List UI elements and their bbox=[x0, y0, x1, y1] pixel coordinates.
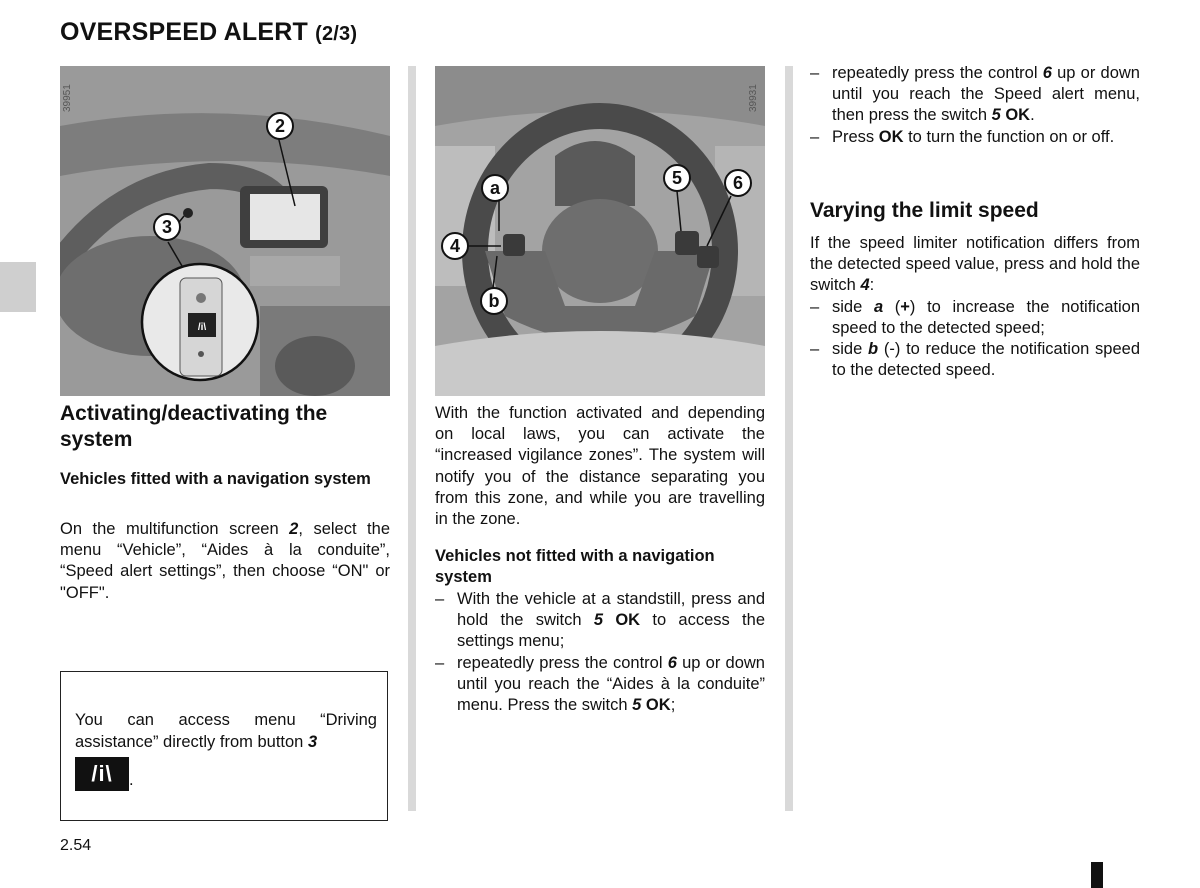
callout-5 bbox=[664, 165, 690, 191]
paragraph: On the multifunction screen 2, select the menu “Vehicle”, “Aides à la conduite”, “Speed alert settings”, then choose “ON" or "OFF". bbox=[60, 520, 390, 602]
column-divider bbox=[785, 66, 793, 811]
section-heading: Activating/deactivating the system bbox=[60, 402, 328, 451]
page-of-label: (2/3) bbox=[315, 23, 358, 45]
driving-assistance-icon: /i\ bbox=[75, 757, 129, 791]
instruction-list bbox=[435, 589, 765, 716]
callout-6 bbox=[725, 170, 751, 196]
page-number: 2.54 bbox=[60, 837, 92, 854]
callout-4 bbox=[442, 233, 468, 259]
instruction-list bbox=[810, 63, 1140, 148]
svg-text:/i\: /i\ bbox=[197, 322, 207, 333]
page-title: OVERSPEED ALERT (2/3) bbox=[60, 18, 358, 46]
paragraph: With the function activated and depending on local laws, you can activate the “increased vigilance zones”. The system will notify you of the distance separating you from this zone, and while you are travelling in the zone. bbox=[435, 404, 765, 529]
callout-3 bbox=[154, 214, 180, 240]
subheading: Vehicles fitted with a navigation system bbox=[60, 470, 371, 488]
list-item: – side a (+) to increase the notification speed to the detected speed; bbox=[810, 297, 1140, 339]
info-note bbox=[60, 671, 388, 821]
svg-text:2: 2 bbox=[274, 116, 286, 136]
svg-text:5: 5 bbox=[671, 168, 683, 188]
note-text: You can access menu “Driving assistance” directly from button 3 /i\ . bbox=[75, 711, 377, 789]
list-item: – side b (-) to reduce the notification speed to the detected speed. bbox=[810, 339, 1140, 381]
callout-a bbox=[482, 175, 508, 201]
column-divider bbox=[408, 66, 416, 811]
list-item: – Press OK to turn the function on or off. bbox=[810, 127, 1140, 148]
list-item: – repeatedly press the control 6 up or down until you reach the Speed alert menu, then press the switch 5 OK. bbox=[810, 63, 1140, 127]
subheading: Vehicles not fitted with a navigation system bbox=[435, 547, 715, 586]
image-ref-number: 39931 bbox=[748, 84, 759, 112]
callout-2 bbox=[267, 113, 293, 139]
list-item: – repeatedly press the control 6 up or down until you reach the “Aides à la conduite” menu. Press the switch 5 OK; bbox=[435, 653, 765, 717]
callout-b bbox=[481, 288, 507, 314]
svg-text:6: 6 bbox=[732, 173, 744, 193]
section-heading: Varying the limit speed bbox=[810, 199, 1039, 222]
svg-text:3: 3 bbox=[161, 217, 173, 237]
svg-text:a: a bbox=[489, 178, 501, 198]
list-item: – With the vehicle at a standstill, press and hold the switch 5 OK to access the settings menu; bbox=[435, 589, 765, 653]
page-edge-marker bbox=[1091, 862, 1103, 888]
section-tab bbox=[0, 262, 36, 312]
svg-text:b: b bbox=[488, 291, 500, 311]
paragraph: If the speed limiter notification differs from the detected speed value, press and hold the switch 4: – side a (+) to increase the notification speed to the detected speed; – side b (-) to reduce the notification speed to the detected speed. bbox=[810, 233, 1140, 381]
dashboard-photo bbox=[60, 66, 390, 396]
svg-text:4: 4 bbox=[449, 236, 461, 256]
image-ref-number: 39951 bbox=[62, 84, 73, 112]
steering-wheel-photo bbox=[435, 66, 765, 396]
